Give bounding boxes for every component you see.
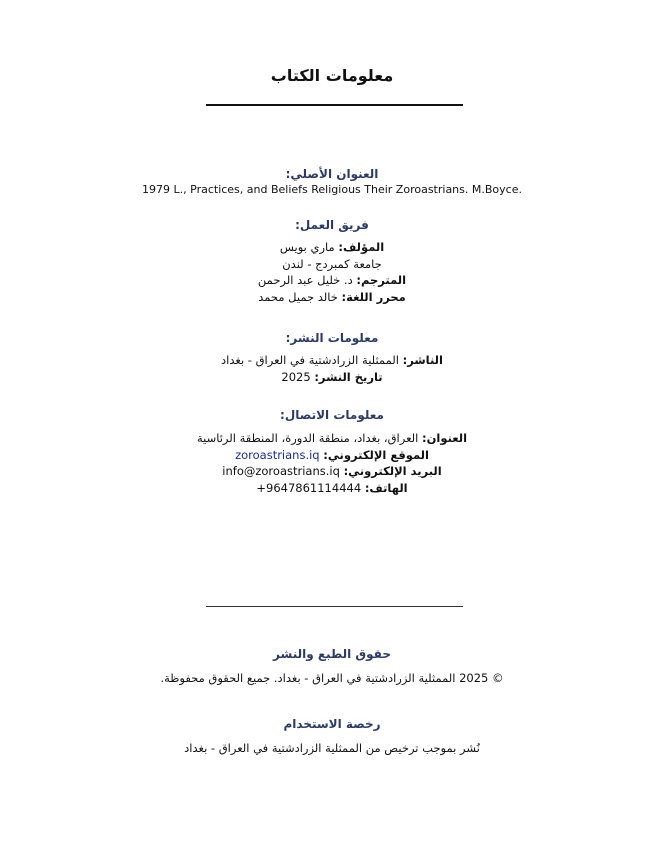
copyright-heading: حقوق الطبع والنشر [273, 647, 391, 661]
website-label: الموقع الإلكتروني: [323, 447, 429, 462]
copyright-text: © 2025 الممثلية الزرادشتية في العراق - بغداد. جميع الحقوق محفوظة. [160, 671, 504, 685]
website-line [0, 447, 664, 464]
email-value[interactable]: info@zoroastrians.iq [222, 464, 340, 478]
publisher-label: الناشر: [402, 353, 443, 367]
email-label: البريد الإلكتروني: [343, 464, 442, 478]
author-value: ماري بويس [279, 240, 339, 254]
editor-label: محرر اللغة: [341, 289, 406, 304]
email-line [0, 463, 664, 480]
publish-date-label: تاريخ النشر: [314, 369, 383, 384]
copyright-section [0, 646, 664, 687]
author-label: المؤلف: [338, 240, 385, 254]
affiliation-line: جامعة كمبردج - لندن [282, 256, 382, 271]
footer-divider [206, 606, 463, 607]
license-section [0, 716, 664, 757]
publish-date-line [0, 369, 664, 386]
phone-label: الهاتف: [364, 480, 408, 495]
phone-line [0, 480, 664, 497]
title-divider [206, 104, 463, 106]
original-title-section [0, 166, 664, 199]
team-heading: فريق العمل: [295, 218, 369, 232]
original-title-heading: العنوان الأصلي: [285, 167, 379, 181]
publishing-section [0, 330, 664, 385]
address-line [0, 430, 664, 447]
page-title: معلومات الكتاب [270, 66, 394, 85]
editor-value: خالد جميل محمد [258, 289, 342, 304]
contact-heading: معلومات الاتصال: [280, 408, 384, 422]
address-label: العنوان: [422, 431, 468, 445]
publish-date-value: 2025 [281, 369, 315, 384]
author-line [0, 239, 664, 256]
phone-value: +9647861114444 [256, 480, 362, 495]
license-heading: رخصة الاستخدام [283, 717, 381, 731]
publishing-heading: معلومات النشر: [285, 331, 379, 345]
website-link[interactable]: zoroastrians.iq [235, 447, 320, 462]
license-text: نُشر بموجب ترخيص من الممثلية الزرادشتية في العراق - بغداد [184, 741, 480, 755]
publisher-line [0, 352, 664, 369]
contact-section [0, 407, 664, 496]
translator-label: المترجم: [356, 273, 407, 287]
address-value: العراق، بغداد، منطقة الدورة، المنطقة الرئاسية [196, 431, 423, 445]
editor-line [0, 289, 664, 306]
translator-line [0, 272, 664, 289]
team-section [0, 217, 664, 305]
translator-value: د. خليل عبد الرحمن [257, 273, 357, 287]
publisher-value: الممثلية الزرادشتية في العراق - بغداد [221, 353, 403, 367]
original-title-text: 1979 L., Practices, and Beliefs Religious Their Zoroastrians. M.Boyce. [142, 183, 522, 196]
